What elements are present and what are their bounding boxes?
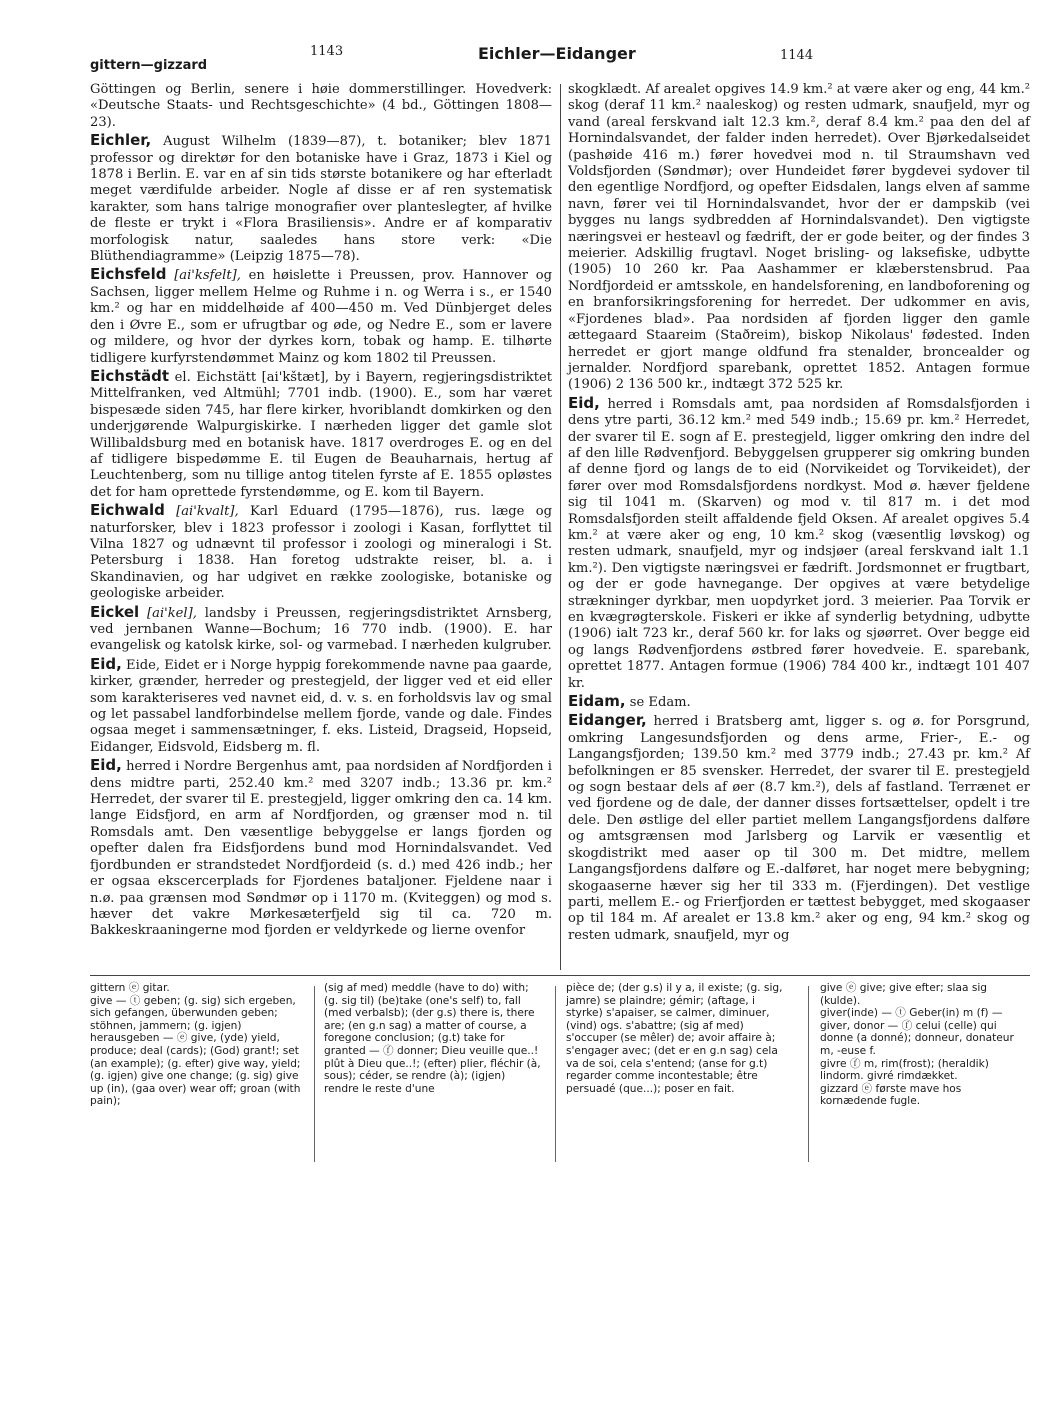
entry-headword: Eichstädt [90,366,170,385]
entry-text: en høislette i Preussen, prov. Hannover og Sachsen, ligger mellem Helme og Ruhme i n. og Werra i s., er 1540 km.² og har en middelhøide af 400—450 m. Ved Dünbjerget deles den i Øvre E., som er ufrugtbar og øde, og Nedre E., som er lavere og mildere, og hvor der dyrkes korn, tobak og hamp. E. tilhørte tidligere kurfyrstendømmet Mainz og kom 1802 til Preussen. [90,268,552,366]
footnote-text: gittern ⓔ gitar. give — ⓣ geben; (g. sig) sich ergeben, sich gefangen, überwunden geben; stöhnen, jammern; (g. igjen) herausgeben — ⓔ give, (yde) yield, produce; deal (cards); (God) grant!; set (an example); (g. efter) give way, yield; (g. igjen) give one change; (g. sig) give up (in), (gaa over) wear off; groan (with pain); [90,982,301,1108]
entry-headword: Eid, [90,654,122,673]
dictionary-entry [568,82,1030,394]
page-title: Eichler—Eidanger [478,44,636,63]
dictionary-entry [90,266,552,366]
entry-text: herred i Bratsberg amt, ligger s. og ø. for Porsgrund, omkring Langesundsfjorden og dens arme, Frier-, E.- og Langangsfjorden; 139.50 km.² med 3779 indb.; 27.43 pr. km.² Af befolkningen er 85 svensker. Herredet, der svarer til E. prestegjeld og sogn bestaar dels af øer (8.7 km.²), dels af fastland. Terrænet er ved fjordene og de dale, der danner disses fortsættelser, opdelt i tre dele. Den østlige del eller partiet mellem Langangsfjordens dalføre og amtsgrænsen mod Jarlsberg og Larvik er væsentlig et skogdistrikt med aaser op til 300 m. Det midtre, mellem Langangsfjordens dalføre og E.-dalføret, har noget mere bebygning; skogaaserne hæver sig her til 333 m. (Fjerdingen). Det vestlige parti, mellem E.- og Frierfjorden er tættest bebygget, med skogaaser op til 184 m. Af arealet er 13.8 km.² aker og eng, 94 km.² skog og resten udmark, snaufjeld, myr og [568,714,1030,943]
entry-headword: Eidanger, [568,711,647,730]
entry-text: el. Eichstätt [ai'kštæt], by i Bayern, regjeringsdistriktet Mittelfranken, ved Altmühl; 7701 indb. (1900). E., som har været bispesæde siden 745, har flere kirker, hvoriblandt domkirken og den underjgørende Walpurgiskirke. I nærheden ligger det gamle slot Willibaldsburg med en botanisk have. 1817 overdroges E. og en del af tidligere bispedømme E. til Eugen de Beauharnais, hertug af Leuchtenberg, som nu tillige antog titelen fyrste af E. 1855 opløstes det for ham oprettede fyrstendømme, og E. kom til Bayern. [90,369,552,500]
left-column [90,82,552,982]
footnote-column-4 [820,982,1030,1108]
dictionary-entry [568,693,1030,711]
footnote-column-3 [566,982,784,1095]
page-number-left: 1143 [310,44,344,59]
footnote-text: (sig af med) meddle (have to do) with; (g. sig til) (be)take (one's self) to, fall (med verbalsb); (der g.s) there is, there are; (en g.n sag) a matter of course, a foregone conclusion; (g.t) take for granted — ⓕ donner; Dieu veuille que..! plût à Dieu que..!; (efter) plier, fléchir (à, sous); céder, se rendre (à); (igjen) rendre le reste d'une [324,982,541,1095]
dictionary-entry [568,712,1030,944]
page-number-right: 1144 [780,48,814,63]
entry-text: se Edam. [629,695,691,711]
entry-headword: Eichwald [90,501,165,520]
footnote-divider [808,986,809,1162]
entry-headword: Eickel [90,602,140,621]
dictionary-entry [90,82,552,131]
entry-text: skogklædt. Af arealet opgives 14.9 km.² at være aker og eng, 44 km.² skog (deraf 11 km.² naaleskog) og resten udmark, snaufjeld, myr og vand (areal ferskvand ialt 12.3 km.², deraf 8.4 km.² paa den del af Hornindalsvandet, der falder inden herredet). Over Bjørkedalseidet (pashøide 416 m.) fører hovedvei mod n. til Straumshavn ved Voldsfjorden (Søndmør); over Hundeidet fører bygdevei sydover til den egentlige Nordfjord, og opefter Eidsdalen, langs elven af samme navn, fører vei til Hornindalsvandet, hvor der er dampskib (vei bygges nu langs sydbredden af Hornindalsvandet). Den vigtigste næringsvei er hesteavl og fædrift, der er gode beiter, og der findes 3 meierier. Adskillig frugtavl. Noget brisling- og laksefiske, udbytte (1905) 10 260 kr. Paa Aashammer er klæberstensbrud. Paa Nordfjordeid er amtsskole, en handelsforening, en landboforening og en branforsikringsforening for herredet. Der udkommer en avis, «Fjordenes blad». Paa nordsiden af fjorden ligger den gamle ættegaard Staareim (Staðreim), biskop Nikolaus' fødested. Inden herredet er gjort mange oldfund fra stenalder, broncealder og jernalder. Nordfjord sparebank, oprettet 1852. Antagen formue (1906) 2 136 500 kr., indtægt 372 525 kr. [568,82,1030,393]
dictionary-entry [90,132,552,265]
footnote-text: give ⓔ give; give efter; slaa sig (kulde). giver(inde) — ⓣ Geber(in) m (f) — giver, donor — ⓕ celui (celle) qui donne (a donné); donneur, donateur m, -euse f. givre ⓕ m, rim(frost); (heraldik) lindorm. givré rimdækket. gizzard ⓔ første mave hos kornædende fugle. [820,982,1014,1108]
dictionary-entry [90,656,552,756]
entry-text: landsby i Preussen, regjeringsdistriktet Arnsberg, ved jernbanen Wanne—Bochum; 16 770 indb. (1900). E. har evangelisk og katolsk kirke, sol- og varmebad. I nærheden kulgruber. [90,605,552,654]
entry-headword: Eid, [90,756,122,775]
entry-headword: Eichsfeld [90,265,167,284]
footnote-column-2 [324,982,542,1095]
entry-headword: Eidam, [568,692,626,711]
dictionary-entry [90,368,552,501]
entry-text: herred i Nordre Bergenhus amt, paa nordsiden af Nordfjorden i dens midtre parti, 252.40 km.² med 3207 indb.; 13.36 pr. km.² Herredet, der svarer til E. prestegjeld, ligger omkring den ca. 14 km. lange Eidsfjord, en arm af Nordfjorden, og grænser mod n. til Romsdals amt. Den væsentlige bebyggelse er langs fjorden og opefter dalen fra Eidsfjordens bund mod Hornindalsvandet. Ved fjordbunden er strandstedet Nordfjordeid (s. d.) med 426 indb.; her er ogsaa ekscercerplads for Fjordenes bataljoner. Fjeldene naar i n.ø. paa grænsen mod Søndmør op i 1170 m. (Kviteggen) og mod s. hæver det vakre Mørkesæterfjeld sig til ca. 720 m. Bakkeskraaningerne mod fjorden er veldyrkede og lierne ovenfor [90,759,552,939]
right-column [568,82,1030,982]
footnote-column-1 [90,982,304,1108]
dictionary-entry [568,395,1030,692]
header-range: gittern—gizzard [90,58,208,73]
column-divider [560,84,561,970]
footnote-rule [90,975,1030,976]
dictionary-entry [90,757,552,939]
entry-text: Eide, Eidet er i Norge hyppig forekommende navne paa gaarde, kirker, grænder, herreder og prestegjeld, der ligger ved et eid eller som karakteriseres ved navnet eid, d. v. s. en forholdsvis lav og smal og let passabel landforbindelse mellem fjorde, vande og dale. Findes ogsaa meget i sammensætninger, f. eks. Listeid, Dragseid, Hopseid, Eidanger, Eidsvold, Eidsberg m. fl. [90,657,552,755]
entry-pronunciation: [ai'kel], [147,605,197,621]
dictionary-entry [90,502,552,602]
entry-headword: Eid, [568,393,600,412]
entry-pronunciation: [ai'ksfelt], [174,268,241,284]
entry-text: Karl Eduard (1795—1876), rus. læge og naturforsker, blev i 1823 professor i zoologi i Kasan, forflyttet til Vilna 1827 og udnævnt til professor i zoologi og mineralogi i St. Petersburg i 1838. Han foretog udstrakte reiser, bl. a. i Skandinavien, og har udgivet en række zoologiske, botaniske og geologiske arbeider. [90,504,552,602]
entry-pronunciation: [ai'kvalt], [176,504,239,520]
footnote-divider [314,986,315,1162]
dictionary-entry [90,604,552,655]
entry-text: herred i Romsdals amt, paa nordsiden af Romsdalsfjorden i dens ytre parti, 36.12 km.² med 549 indb.; 15.69 pr. km.² Herredet, der svarer til E. sogn af E. prestegjeld, ligger omkring den indre del af den lille Rødvenfjord. Bebyggelsen grupperer sig omkring bunden af denne fjord og langs de to eid (Norvikeidet og Torvikeidet), der fører over mod Romsdalsfjordens nordkyst. Mod ø. hæver fjeldene sig til 1041 m. (Skarven) og mod v. til 817 m. i det mod Romsdalsfjorden steilt affaldende fjeld Oksen. Af arealet opgives 5.4 km.² at være aker og eng, 10 km.² skog (væsentlig løvskog) og resten udmark, snaufjeld, myr og indsjøer (areal ferskvand ialt 1.1 km.²). Den vigtigste næringsvei er fædrift. Jordsmonnet er frugtbart, og der er gode havnegange. Der opgives at være betydelige strækninger dyrkbar, men uopdyrket jord. 3 meierier. Paa Torvik er en kvægrøgterskole. Fiskeri er ikke af synderlig betydning, udbytte (1906) ialt 723 kr., deraf 560 kr. for laks og sjøørret. Over begge eid og langs Rødvenfjordens østbred fører hovedveie. E. sparebank, oprettet 1877. Antagen formue (1906) 784 400 kr., indtægt 101 407 kr. [568,396,1030,691]
entry-headword: Eichler, [90,131,152,150]
footnote-text: pièce de; (der g.s) il y a, il existe; (g. sig, jamre) se plaindre; gémir; (aftage, i styrke) s'apaiser, se calmer, diminuer, (vind) ogs. s'abattre; (sig af med) s'occuper (se mêler) de; avoir affaire à; s'engager avec; (det er en g.n sag) cela va de soi, cela s'entend; (anse for g.t) regarder comme incontestable; être persuadé (que...); poser en fait. [566,982,783,1095]
footnote-divider [555,986,556,1162]
entry-text: August Wilhelm (1839—87), t. botaniker; blev 1871 professor og direktør for den botaniske have i Graz, 1873 i Kiel og 1878 i Berlin. E. var en af sin tids største botanikere og har efterladt meget værdifulde arbeider. Nogle af disse er af ren systematisk karakter, som hans talrige monografier over planteslegter, af hvilke de fleste er trykt i «Flora Brasiliensis». Andre er af komparativ morfologisk natur, saaledes hans store verk: «Die Blüthendiagramme» (Leipzig 1875—78). [90,134,552,265]
entry-text: Göttingen og Berlin, senere i høie dommerstillinger. Hovedverk: «Deutsche Staats- und Rechtsgeschichte» (4 bd., Göttingen 1808—23). [90,82,552,130]
